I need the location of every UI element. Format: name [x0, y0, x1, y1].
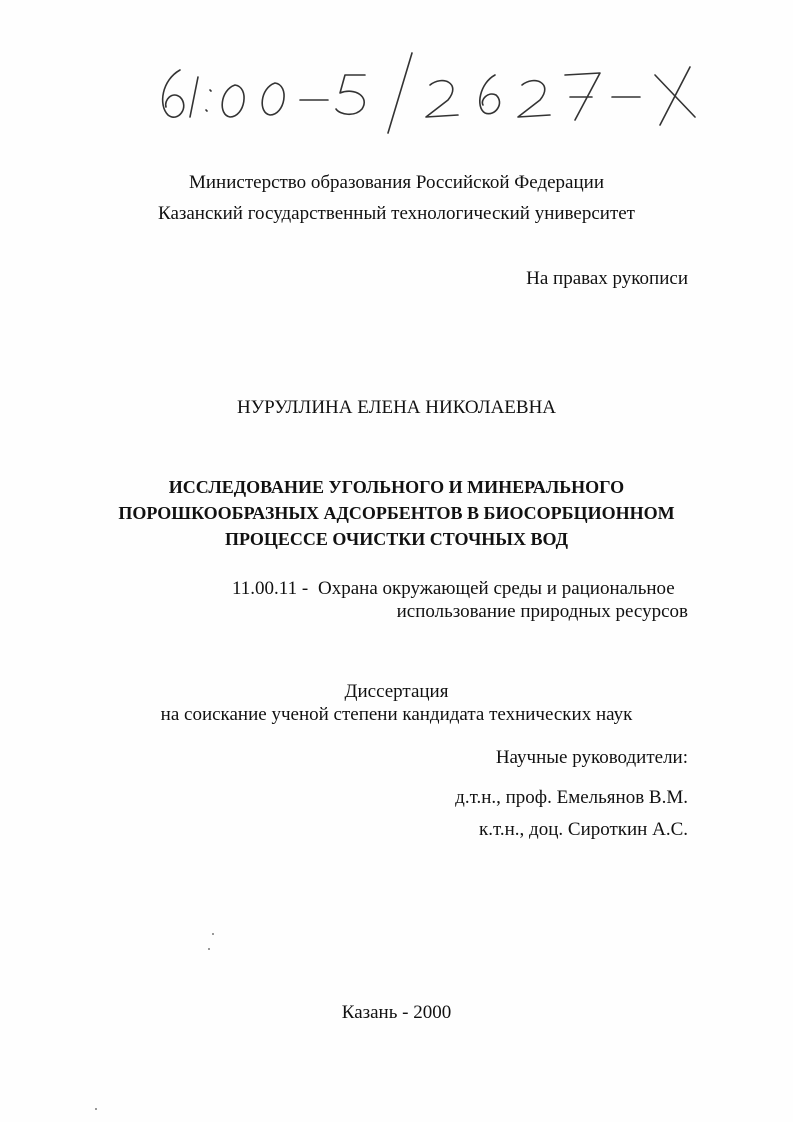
dissertation-title-line-2: ПОРОШКООБРАЗНЫХ АДСОРБЕНТОВ В БИОСОРБЦИОННОМ: [118, 503, 675, 523]
supervisor-1: д.т.н., проф. Емельянов В.М.: [455, 787, 688, 808]
scan-speck: [208, 948, 210, 950]
specialty-name-line-1: Охрана окружающей среды и рациональное: [318, 578, 675, 599]
supervisor-2: к.т.н., доц. Сироткин А.С.: [479, 819, 688, 840]
specialty-code: 11.00.11 -: [232, 578, 309, 599]
handwritten-code-text: 61:00-5/2627-X: [150, 45, 157, 46]
scan-speck: [212, 933, 214, 935]
city-year: Казань - 2000: [341, 1002, 452, 1023]
specialty-name-line-2: использование природных ресурсов: [396, 601, 688, 622]
handwritten-archive-code: [150, 45, 710, 135]
dissertation-title-line-3: ПРОЦЕССЕ ОЧИСТКИ СТОЧНЫХ ВОД: [225, 529, 568, 549]
manuscript-note: На правах рукописи: [526, 268, 688, 289]
author-name: НУРУЛЛИНА ЕЛЕНА НИКОЛАЕВНА: [236, 397, 557, 418]
scan-speck: [95, 1108, 97, 1110]
ministry-name: Министерство образования Российской Федерации: [189, 172, 604, 193]
degree-statement: на соискание ученой степени кандидата технических наук: [160, 704, 633, 725]
supervisors-heading: Научные руководители:: [495, 747, 688, 768]
university-name: Казанский государственный технологический университет: [158, 203, 635, 224]
document-type: Диссертация: [344, 681, 449, 702]
dissertation-title-line-1: ИССЛЕДОВАНИЕ УГОЛЬНОГО И МИНЕРАЛЬНОГО: [168, 477, 625, 497]
